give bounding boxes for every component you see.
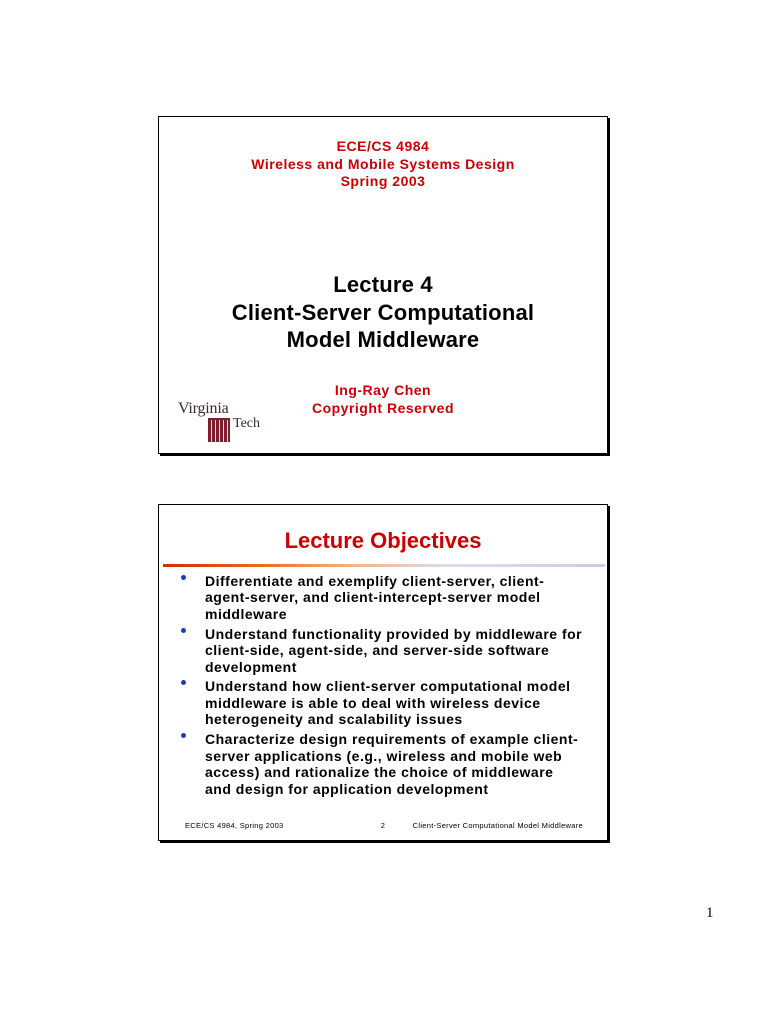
copyright-notice: Copyright Reserved [311, 400, 455, 416]
course-title: Wireless and Mobile Systems Design [251, 155, 515, 172]
objective-item [205, 573, 582, 623]
objective-line: Differentiate and exemplify client-server, client- [205, 572, 545, 589]
footer-lecture-title: Client-Server Computational Model Middleware [412, 821, 583, 830]
slide-footer [159, 821, 607, 831]
logo-wordmark-tech: Tech [233, 416, 261, 431]
title-slide [158, 116, 608, 454]
objective-line: access) and rationalize the choice of middleware [205, 764, 554, 781]
objective-line: middleware is able to deal with wireless device [205, 694, 541, 711]
logo-wordmark-virginia: Virginia [178, 400, 229, 417]
objective-line: Characterize design requirements of example client- [205, 731, 579, 748]
course-code: ECE/CS 4984 [336, 138, 430, 154]
bullet-dot-icon [181, 680, 186, 685]
objective-line: agent-server, and client-intercept-server model [205, 589, 541, 606]
footer-course: ECE/CS 4984, Spring 2003 [185, 821, 284, 830]
lecture-title-line-1: Client-Server Computational [231, 299, 535, 325]
course-term: Spring 2003 [340, 173, 426, 189]
objective-line: middleware [205, 605, 288, 622]
page-number: 1 [706, 905, 714, 921]
objectives-list [205, 573, 582, 801]
objective-line: server applications (e.g., wireless and mobile web [205, 747, 563, 764]
logo-emblem-icon [208, 418, 230, 442]
objective-line: Understand functionality provided by middleware for [205, 625, 583, 642]
objective-line: Understand how client-server computational model [205, 678, 571, 695]
objective-line: heterogeneity and scalability issues [205, 711, 463, 728]
bullet-dot-icon [181, 628, 186, 633]
objective-line: development [205, 658, 297, 675]
objective-item [205, 678, 582, 728]
course-header [159, 138, 607, 191]
objective-line: client-side, agent-side, and server-side software [205, 642, 550, 659]
bullet-dot-icon [181, 733, 186, 738]
slide-title: Lecture Objectives [284, 528, 482, 553]
author-name: Ing-Ray Chen [334, 382, 432, 398]
objective-item [205, 626, 582, 676]
title-underline-rule [163, 564, 605, 567]
lecture-title-line-2: Model Middleware [286, 327, 480, 352]
footer-slide-number: 2 [380, 821, 386, 830]
virginia-tech-logo [178, 401, 270, 445]
bullet-dot-icon [181, 575, 186, 580]
objectives-slide [158, 504, 608, 841]
lecture-number: Lecture 4 [333, 272, 433, 297]
objective-item [205, 731, 582, 797]
lecture-title [159, 271, 607, 354]
objective-line: and design for application development [205, 780, 489, 797]
